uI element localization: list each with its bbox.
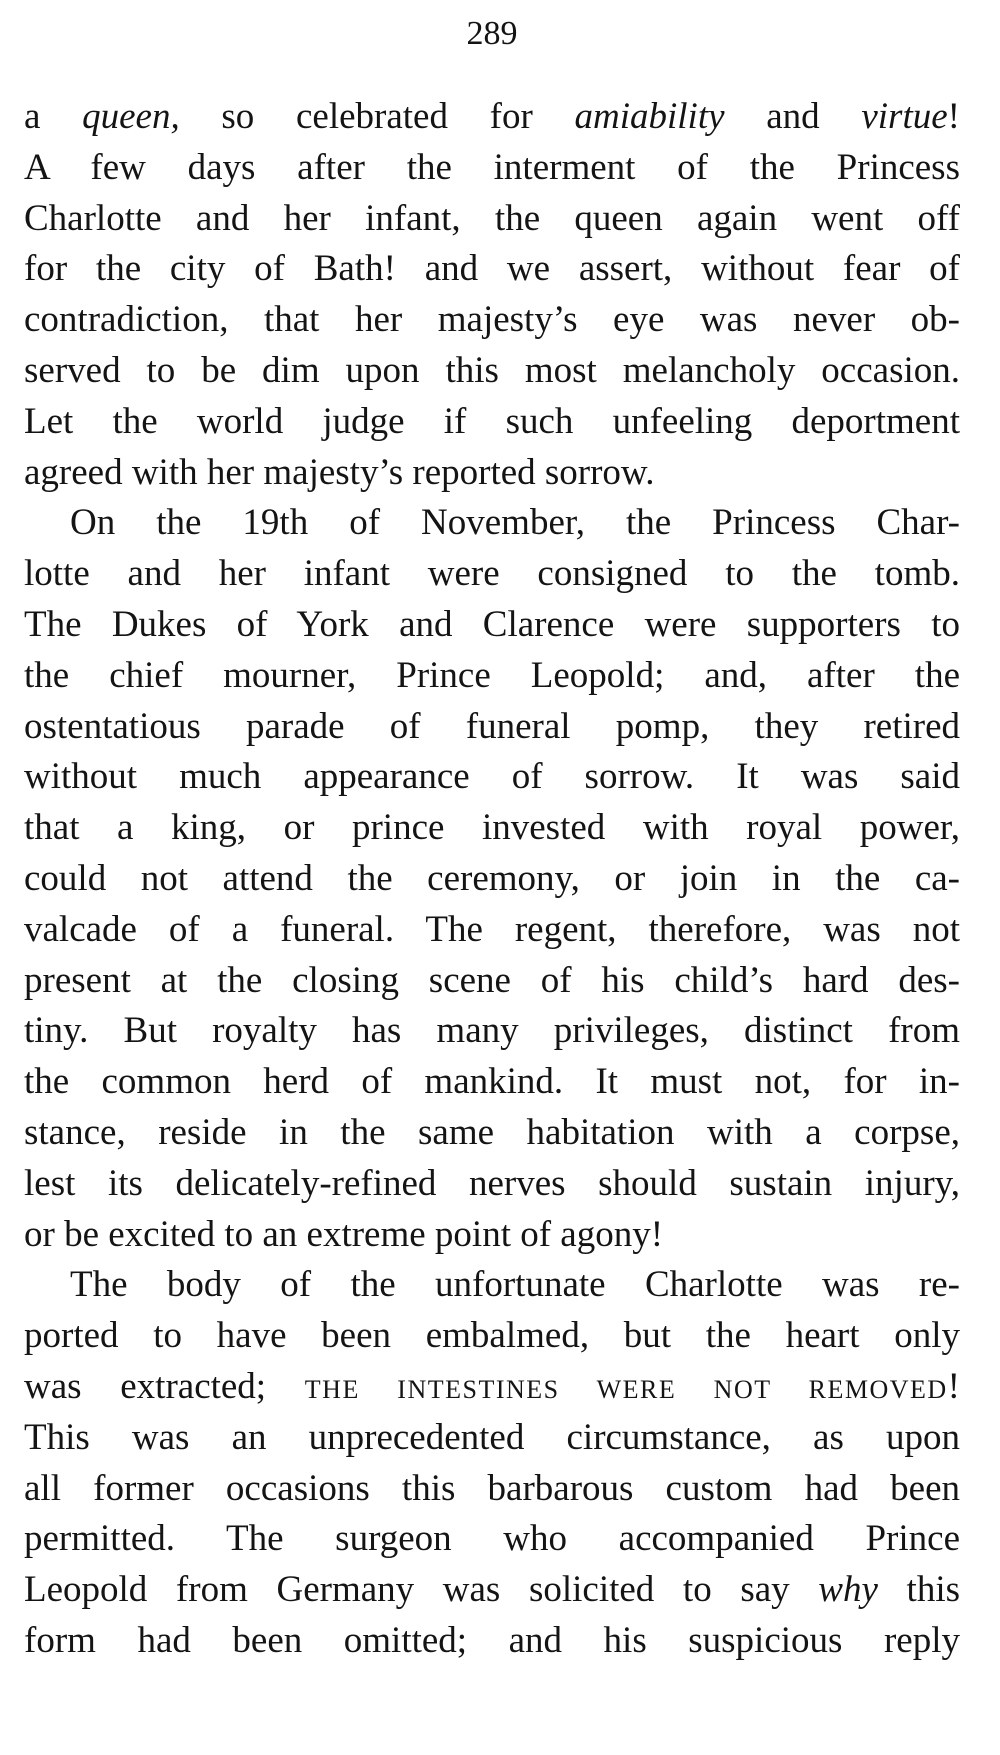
text-line: form had been omitted; and his suspicious reply: [24, 1619, 960, 1661]
text-line: that a king, or prince invested with royal power,: [24, 807, 960, 849]
book-page: [24, 0, 960, 1755]
text-line: stance, reside in the same habitation with a corpse,: [24, 1111, 960, 1153]
body-text: [24, 92, 960, 1667]
text-line: all former occasions this barbarous custom had been: [24, 1467, 960, 1509]
text-line: the common herd of mankind. It must not, for in-: [24, 1061, 960, 1103]
text-line: was extracted; THE INTESTINES WERE NOT REMOVED!: [24, 1365, 960, 1407]
text-line: for the city of Bath! and we assert, without fear of: [24, 248, 960, 290]
text-line: Let the world judge if such unfeeling deportment: [24, 400, 960, 442]
text-line: Leopold from Germany was solicited to say why this: [24, 1569, 960, 1611]
text-line: contradiction, that her majesty’s eye was never ob-: [24, 299, 960, 341]
text-line: valcade of a funeral. The regent, therefore, was not: [24, 908, 960, 950]
text-line: without much appearance of sorrow. It was said: [24, 756, 960, 798]
text-line: or be excited to an extreme point of agony!: [24, 1213, 664, 1255]
text-line: could not attend the ceremony, or join in the ca-: [24, 857, 960, 899]
text-line: present at the closing scene of his child’s hard des-: [24, 959, 960, 1001]
text-line: This was an unprecedented circumstance, as upon: [24, 1416, 960, 1458]
text-line: The Dukes of York and Clarence were supporters to: [24, 603, 960, 645]
paragraph-start: The body of the unfortunate Charlotte was re-: [70, 1264, 960, 1306]
small-caps-phrase: THE INTESTINES WERE NOT REMOVED: [304, 1374, 948, 1404]
text-line: ostentatious parade of funeral pomp, they retired: [24, 705, 960, 747]
text-line: lotte and her infant were consigned to the tomb.: [24, 553, 960, 595]
text-line: agreed with her majesty’s reported sorrow.: [24, 451, 655, 493]
text-line: served to be dim upon this most melancholy occasion.: [24, 349, 960, 391]
text-line: tiny. But royalty has many privileges, distinct from: [24, 1010, 960, 1052]
text-line: lest its delicately-refined nerves should sustain injury,: [24, 1162, 960, 1204]
page-number: 289: [466, 15, 518, 52]
text-line: A few days after the interment of the Princess: [24, 146, 960, 188]
text-line: ported to have been embalmed, but the heart only: [24, 1315, 960, 1357]
text-line: Charlotte and her infant, the queen again went off: [24, 197, 960, 239]
paragraph-start: On the 19th of November, the Princess Char-: [70, 502, 960, 544]
text-line: the chief mourner, Prince Leopold; and, after the: [24, 654, 960, 696]
text-line: permitted. The surgeon who accompanied Prince: [24, 1518, 960, 1560]
text-line: a queen, so celebrated for amiability and virtue!: [24, 96, 960, 137]
